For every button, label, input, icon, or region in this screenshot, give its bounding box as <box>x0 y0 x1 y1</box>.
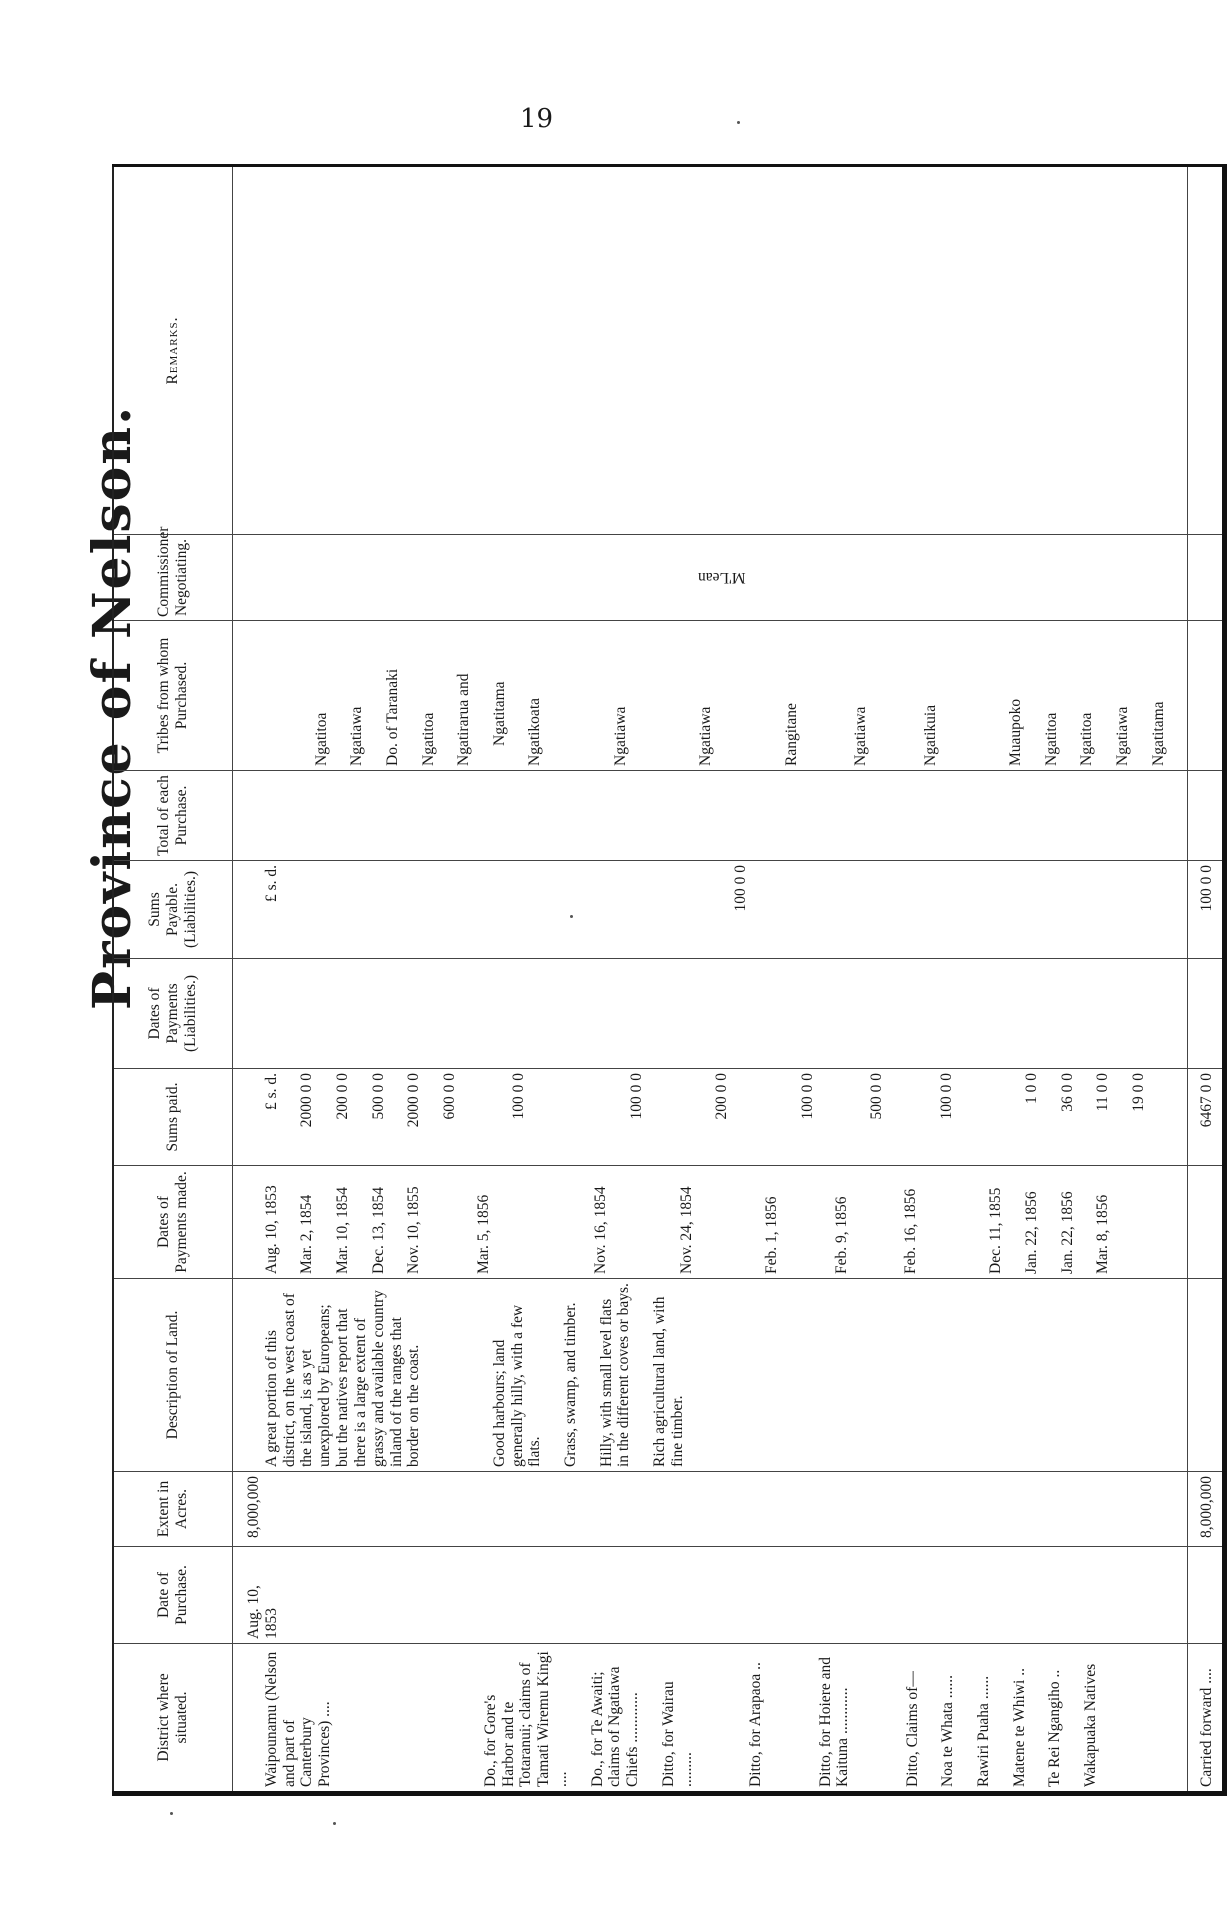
tribe: Ngatitoa <box>1078 712 1096 766</box>
district-waipounamu: Waipounamu (Nelson and part of Canterbury Provinces) .... <box>262 1651 334 1787</box>
empty-cell <box>1188 1166 1225 1279</box>
description-text: Grass, swamp, and timber. <box>562 1302 579 1467</box>
print-speck <box>333 1822 336 1825</box>
tribe: Ngatitama <box>1149 701 1167 766</box>
empty-cell <box>1188 1279 1225 1472</box>
payment-date: Mar. 5, 1856 <box>474 1194 492 1274</box>
header-sums-payable: Sums Payable. (Liabilities.) <box>113 861 233 959</box>
header-extent: Extent in Acres. <box>113 1472 233 1547</box>
sum-paid: 500 0 0 <box>868 1073 886 1120</box>
sum-paid: 19 0 0 <box>1129 1073 1147 1112</box>
sum-paid: 100 0 0 <box>798 1073 816 1120</box>
document-title: Province of Nelson. <box>82 404 143 1010</box>
tribe: Muaupoko <box>1007 698 1024 766</box>
carried-forward-extent: 8,000,000 <box>1188 1472 1225 1547</box>
tribe: Ngatiawa <box>852 706 870 766</box>
date-of-purchase-cell: Aug. 10, 1853 <box>233 1547 1188 1644</box>
district-gores-harbor: Do., for Gore's Harbor and te Totaranui; claims of Tamati Wiremu Kingi .... <box>481 1651 570 1787</box>
carried-forward-row <box>1188 166 1225 1794</box>
payment-date: Mar. 8, 1856 <box>1094 1194 1112 1274</box>
empty-cell <box>1188 959 1225 1069</box>
payment-date: Aug. 10, 1853 <box>262 1185 280 1274</box>
total-cell <box>233 771 1188 861</box>
sums-paid-cell <box>233 1069 1188 1166</box>
payment-date: Mar. 10, 1854 <box>334 1187 352 1274</box>
district-claim: Matene te Whiwi .. <box>1010 1668 1028 1787</box>
print-speck <box>170 1812 173 1815</box>
header-dates-payments-made: Dates of Payments made. <box>113 1166 233 1279</box>
extent-cell: 8,000,000 <box>233 1472 1188 1547</box>
empty-cell <box>1188 621 1225 771</box>
commissioner-cell <box>233 535 1188 621</box>
empty-cell <box>1188 535 1225 621</box>
page-number: 19 <box>520 104 554 134</box>
header-description: Description of Land. <box>113 1279 233 1472</box>
sum-paid: 100 0 0 <box>510 1073 528 1120</box>
description-cell <box>233 1279 1188 1472</box>
payment-date: Jan. 22, 1856 <box>1023 1191 1040 1274</box>
district-claim: Rawiri Puaha ...... <box>975 1675 992 1787</box>
carried-forward-sums-payable: 100 0 0 <box>1188 861 1225 959</box>
tribe: Ngatiawa <box>348 706 366 766</box>
payment-date: Feb. 1, 1856 <box>763 1196 781 1274</box>
remarks-cell <box>233 166 1188 535</box>
tribes-cell <box>233 621 1188 771</box>
header-dates-payments-liabilities: Dates of Payments (Liabilities.) <box>113 959 233 1069</box>
description-text: Hilly, with small level flats in the different coves or bays. <box>597 1283 633 1467</box>
payment-date: Nov. 10, 1855 <box>405 1186 423 1274</box>
empty-cell <box>1188 771 1225 861</box>
sum-paid: 200 0 0 <box>713 1073 731 1120</box>
district-claims-heading: Ditto, Claims of— <box>903 1671 921 1787</box>
sum-paid: 200 0 0 <box>334 1073 352 1120</box>
sums-payable-cell <box>233 861 1188 959</box>
district-arapaoa: Ditto, for Arapaoa .. <box>747 1662 765 1787</box>
district-hoiere-kaituna: Ditto, for Hoiere and Kaituna ............ <box>816 1657 852 1787</box>
empty-cell <box>1188 166 1225 535</box>
sum-paid: 36 0 0 <box>1058 1073 1076 1112</box>
sum-paid: 600 0 0 <box>440 1073 458 1120</box>
payment-date: Feb. 9, 1856 <box>832 1196 850 1274</box>
tribe: Rangitane <box>782 703 800 766</box>
liability-dates-cell <box>233 959 1188 1069</box>
tribe: Ngatitama <box>490 681 508 746</box>
payment-dates-cell <box>233 1166 1188 1279</box>
tribe: Ngatiawa <box>697 706 715 766</box>
description-text: A great portion of this district, on the west coast of the island, is as yet unexplored by Europeans; but the natives report that there is a large extent of grassy and available country inland of the ranges that border on the coast. <box>262 1290 423 1467</box>
header-total: Total of each Purchase. <box>113 771 233 861</box>
payment-date: Feb. 16, 1856 <box>901 1188 919 1274</box>
payment-date: Nov. 24, 1854 <box>677 1186 695 1274</box>
payment-date: Mar. 2, 1854 <box>298 1194 316 1274</box>
currency-header: £ s. d. <box>262 865 280 903</box>
header-date-of-purchase: Date of Purchase. <box>113 1547 233 1644</box>
header-sums-paid: Sums paid. <box>113 1069 233 1166</box>
commissioner-name: M'Lean <box>697 569 746 587</box>
currency-header: £ s. d. <box>262 1073 280 1111</box>
sum-paid: 1 0 0 <box>1023 1073 1040 1104</box>
description-text: Good harbours; land generally hilly, with a few flats. <box>490 1304 544 1467</box>
sum-paid: 100 0 0 <box>937 1073 955 1120</box>
tribe: Ngatikoata <box>526 697 544 766</box>
district-claim: Te Rei Ngangiho .. <box>1046 1669 1064 1787</box>
print-speck <box>570 915 573 918</box>
tribe: Ngatitoa <box>1042 712 1060 766</box>
carried-forward-label: Carried forward .... <box>1188 1644 1225 1794</box>
empty-cell <box>1188 1547 1225 1644</box>
header-row <box>113 166 233 1794</box>
district-te-awaiti: Do., for Te Awaiti; claims of Ngatiawa Chiefs ............. <box>588 1666 642 1787</box>
tribe: Ngatiawa <box>1113 706 1131 766</box>
tribe: Ngatiawa <box>611 706 629 766</box>
tribe: Do. of Taranaki <box>383 668 401 766</box>
tribe: Ngatirarua and <box>455 673 473 766</box>
payment-date: Dec. 13, 1854 <box>369 1187 387 1274</box>
header-remarks: Remarks. <box>113 166 233 535</box>
sum-paid: 2000 0 0 <box>298 1073 316 1128</box>
purchase-table-wrapper <box>112 168 1216 1796</box>
purchase-table <box>112 164 1227 1796</box>
district-claim: Wakapuaka Natives <box>1081 1663 1099 1787</box>
sum-paid: 2000 0 0 <box>405 1073 423 1128</box>
district-wairau: Ditto, for Wairau ......... <box>659 1681 695 1787</box>
district-claim: Noa te Whata ...... <box>939 1674 957 1787</box>
tribe: Ngatikuia <box>921 704 939 766</box>
header-district: District where situated. <box>113 1644 233 1794</box>
header-tribes: Tribes from whom Purchased. <box>113 621 233 771</box>
tribe: Ngatitoa <box>312 712 330 766</box>
print-speck <box>737 121 740 124</box>
table-row <box>233 166 1188 1794</box>
payment-date: Jan. 22, 1856 <box>1058 1191 1076 1274</box>
sum-paid: 100 0 0 <box>627 1073 645 1120</box>
tribe: Ngatitoa <box>419 712 437 766</box>
payment-date: Nov. 16, 1854 <box>592 1186 610 1274</box>
payment-date: Dec. 11, 1855 <box>987 1187 1005 1274</box>
district-cell <box>233 1644 1188 1794</box>
sum-paid: 500 0 0 <box>369 1073 387 1120</box>
sum-payable: 100 0 0 <box>732 865 750 912</box>
description-text: Rich agricultural land, with fine timber. <box>651 1296 686 1467</box>
sum-paid: 11 0 0 <box>1094 1073 1112 1112</box>
carried-forward-sums-paid: 6467 0 0 <box>1188 1069 1225 1166</box>
header-commissioner: Commissioner Negotiating. <box>113 535 233 621</box>
